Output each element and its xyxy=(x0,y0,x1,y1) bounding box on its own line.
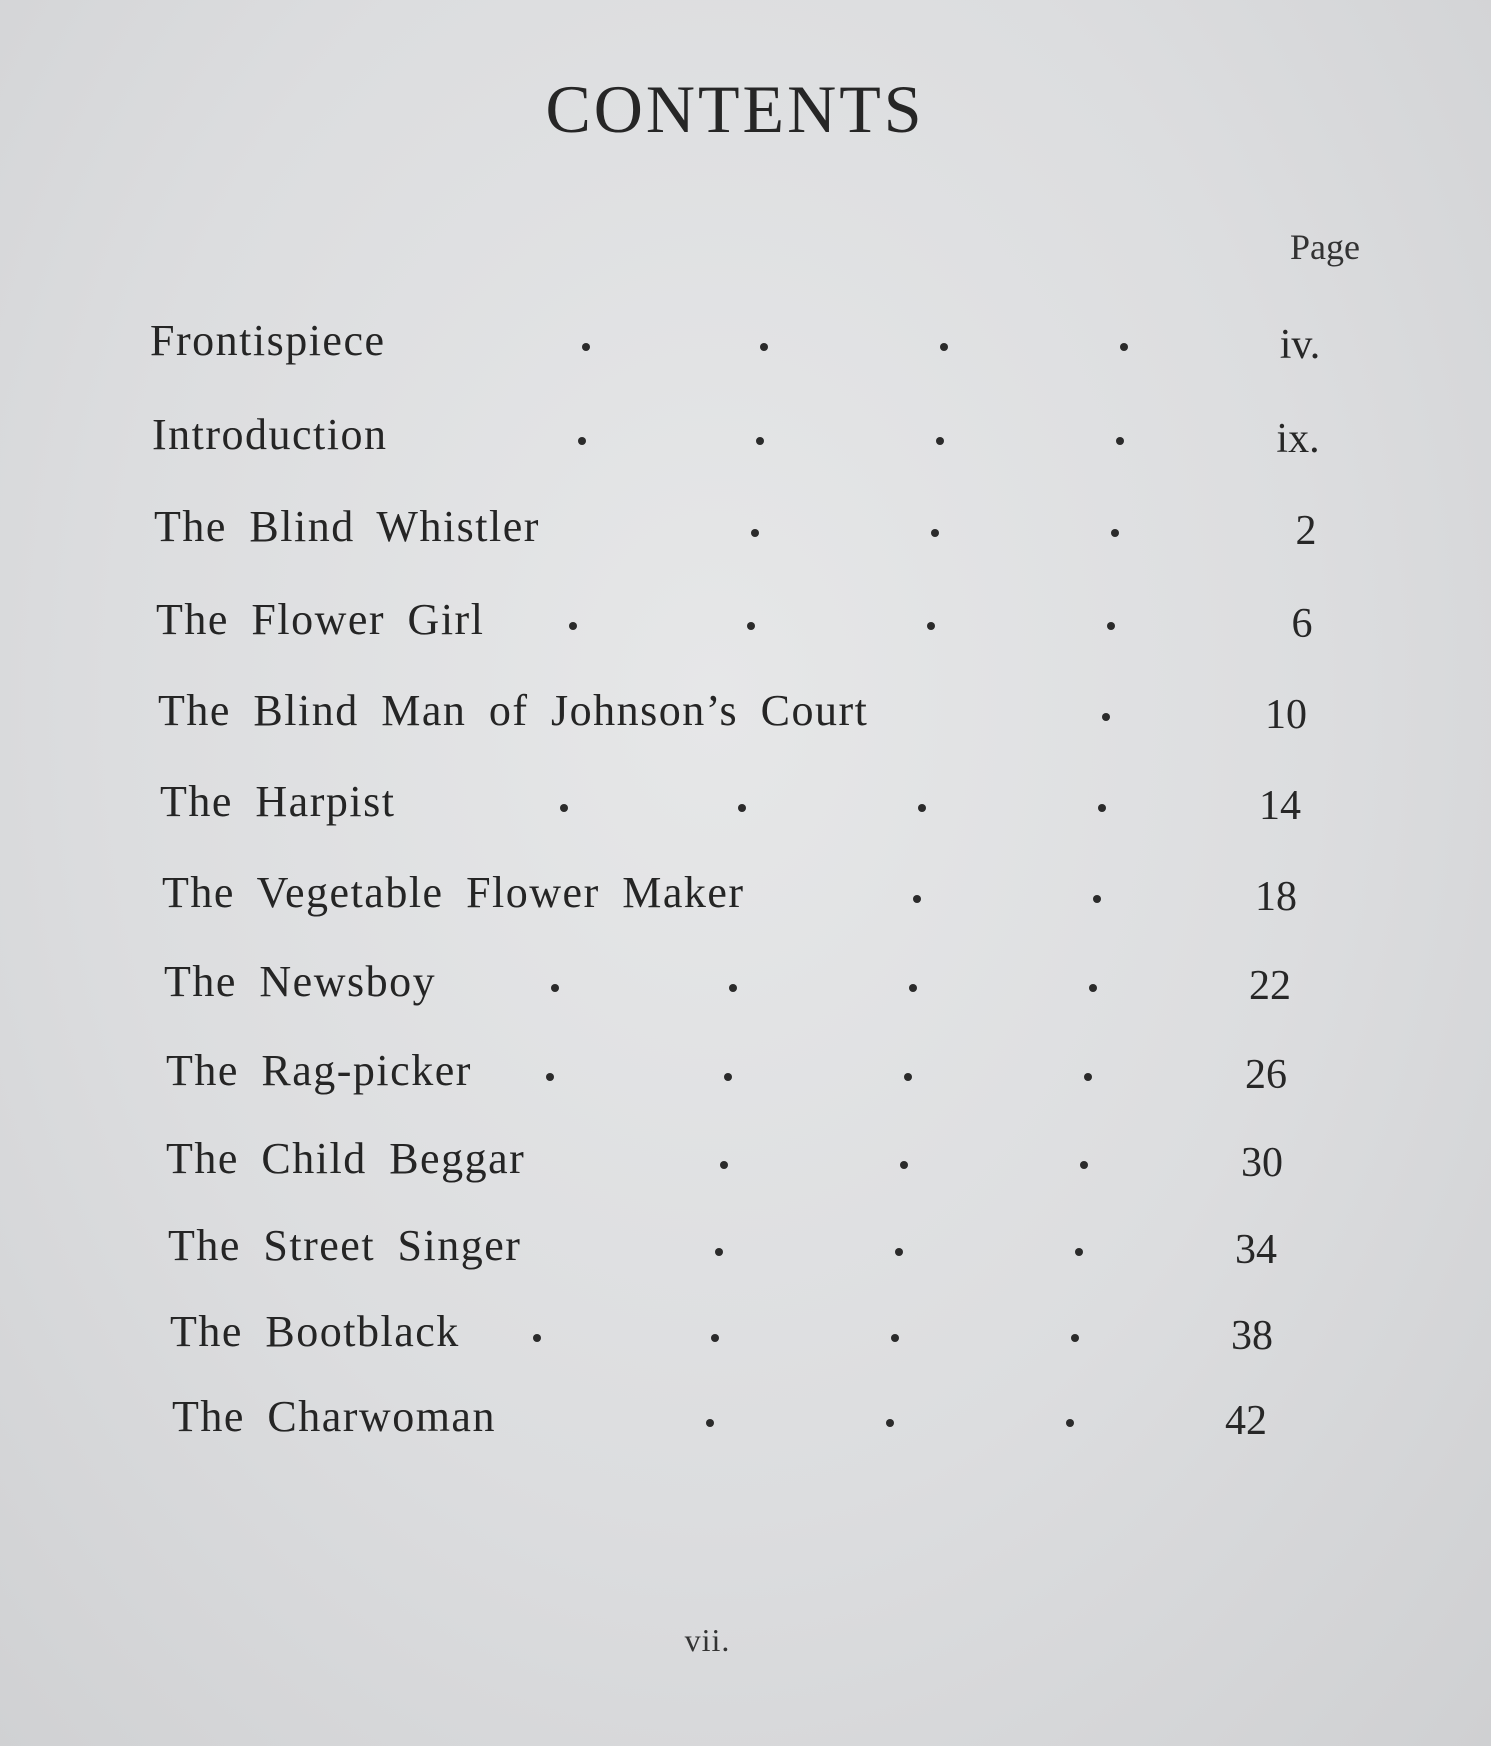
page-number-folio: vii. xyxy=(684,1622,731,1658)
toc-entry-title: The Bootblack xyxy=(170,1307,460,1356)
leader-dot xyxy=(751,529,759,537)
toc-entry xyxy=(0,1045,1491,1115)
toc-entry-page-number: 30 xyxy=(1241,1140,1283,1186)
toc-entry xyxy=(0,1133,1491,1203)
toc-entry-title: The Charwoman xyxy=(172,1392,496,1441)
toc-entry-title: The Harpist xyxy=(160,777,396,826)
leader-dot xyxy=(706,1419,714,1427)
leader-dot xyxy=(931,529,939,537)
leader-dot xyxy=(936,437,944,445)
leader-dot xyxy=(533,1334,541,1342)
toc-entry-page-number: 38 xyxy=(1231,1313,1273,1359)
toc-entry xyxy=(0,1391,1491,1461)
leader-dot xyxy=(904,1073,912,1081)
toc-entry-page-number: iv. xyxy=(1279,322,1321,368)
leader-dot xyxy=(1102,713,1110,721)
leader-dot xyxy=(913,895,921,903)
leader-dot xyxy=(1120,343,1128,351)
toc-entry-title: The Street Singer xyxy=(168,1221,522,1270)
leader-dot xyxy=(1089,984,1097,992)
leader-dot xyxy=(569,622,577,630)
leader-dot xyxy=(760,343,768,351)
toc-entry-title: Frontispiece xyxy=(150,316,386,365)
toc-entry-page-number: 2 xyxy=(1295,508,1317,554)
toc-entry-page-number: 26 xyxy=(1245,1052,1287,1098)
toc-entry-title: The Blind Man of Johnson’s Court xyxy=(158,686,869,735)
leader-dot xyxy=(551,984,559,992)
leader-dot xyxy=(909,984,917,992)
toc-entry-page-number: 14 xyxy=(1259,783,1301,829)
toc-entry xyxy=(0,315,1491,385)
leader-dot xyxy=(1075,1248,1083,1256)
toc-entry-page-number: 6 xyxy=(1291,601,1313,647)
leader-dot xyxy=(747,622,755,630)
toc-entry-page-number: 42 xyxy=(1225,1398,1267,1444)
leader-dot xyxy=(560,804,568,812)
toc-entry-title: Introduction xyxy=(152,410,388,459)
leader-dot xyxy=(729,984,737,992)
leader-dot xyxy=(1111,529,1119,537)
leader-dot xyxy=(918,804,926,812)
leader-dot xyxy=(720,1161,728,1169)
leader-dot xyxy=(546,1073,554,1081)
leader-dot xyxy=(582,343,590,351)
toc-entry xyxy=(0,776,1491,846)
leader-dot xyxy=(756,437,764,445)
toc-entry-page-number: 18 xyxy=(1255,874,1297,920)
leader-dot xyxy=(900,1161,908,1169)
leader-dot xyxy=(1116,437,1124,445)
leader-dot xyxy=(1066,1419,1074,1427)
leader-dot xyxy=(578,437,586,445)
leader-dot xyxy=(1098,804,1106,812)
leader-dot xyxy=(886,1419,894,1427)
leader-dot xyxy=(895,1248,903,1256)
toc-entry xyxy=(0,1306,1491,1376)
page-title: CONTENTS xyxy=(545,71,925,147)
toc-entry-title: The Blind Whistler xyxy=(154,502,540,551)
leader-dot xyxy=(1071,1334,1079,1342)
toc-entry xyxy=(0,685,1491,755)
leader-dot xyxy=(1084,1073,1092,1081)
toc-entry xyxy=(0,867,1491,937)
toc-entry-title: The Vegetable Flower Maker xyxy=(162,868,745,917)
toc-entry-title: The Rag-picker xyxy=(166,1046,472,1095)
toc-entry xyxy=(0,594,1491,664)
page-column-header: Page xyxy=(1290,227,1360,267)
leader-dot xyxy=(940,343,948,351)
leader-dot xyxy=(1107,622,1115,630)
leader-dot xyxy=(711,1334,719,1342)
toc-entry-title: The Newsboy xyxy=(164,957,437,1006)
toc-entry xyxy=(0,409,1491,479)
leader-dot xyxy=(1093,895,1101,903)
toc-entry-page-number: 10 xyxy=(1265,692,1307,738)
toc-entry-page-number: ix. xyxy=(1276,416,1320,462)
toc-entry-page-number: 34 xyxy=(1235,1227,1277,1273)
leader-dot xyxy=(927,622,935,630)
leader-dot xyxy=(891,1334,899,1342)
toc-entry-page-number: 22 xyxy=(1249,963,1291,1009)
toc-entry xyxy=(0,1220,1491,1290)
toc-entry xyxy=(0,956,1491,1026)
leader-dot xyxy=(738,804,746,812)
leader-dot xyxy=(1080,1161,1088,1169)
toc-entry xyxy=(0,501,1491,571)
leader-dot xyxy=(724,1073,732,1081)
toc-entry-title: The Flower Girl xyxy=(156,595,485,644)
leader-dot xyxy=(715,1248,723,1256)
toc-entry-title: The Child Beggar xyxy=(166,1134,526,1183)
